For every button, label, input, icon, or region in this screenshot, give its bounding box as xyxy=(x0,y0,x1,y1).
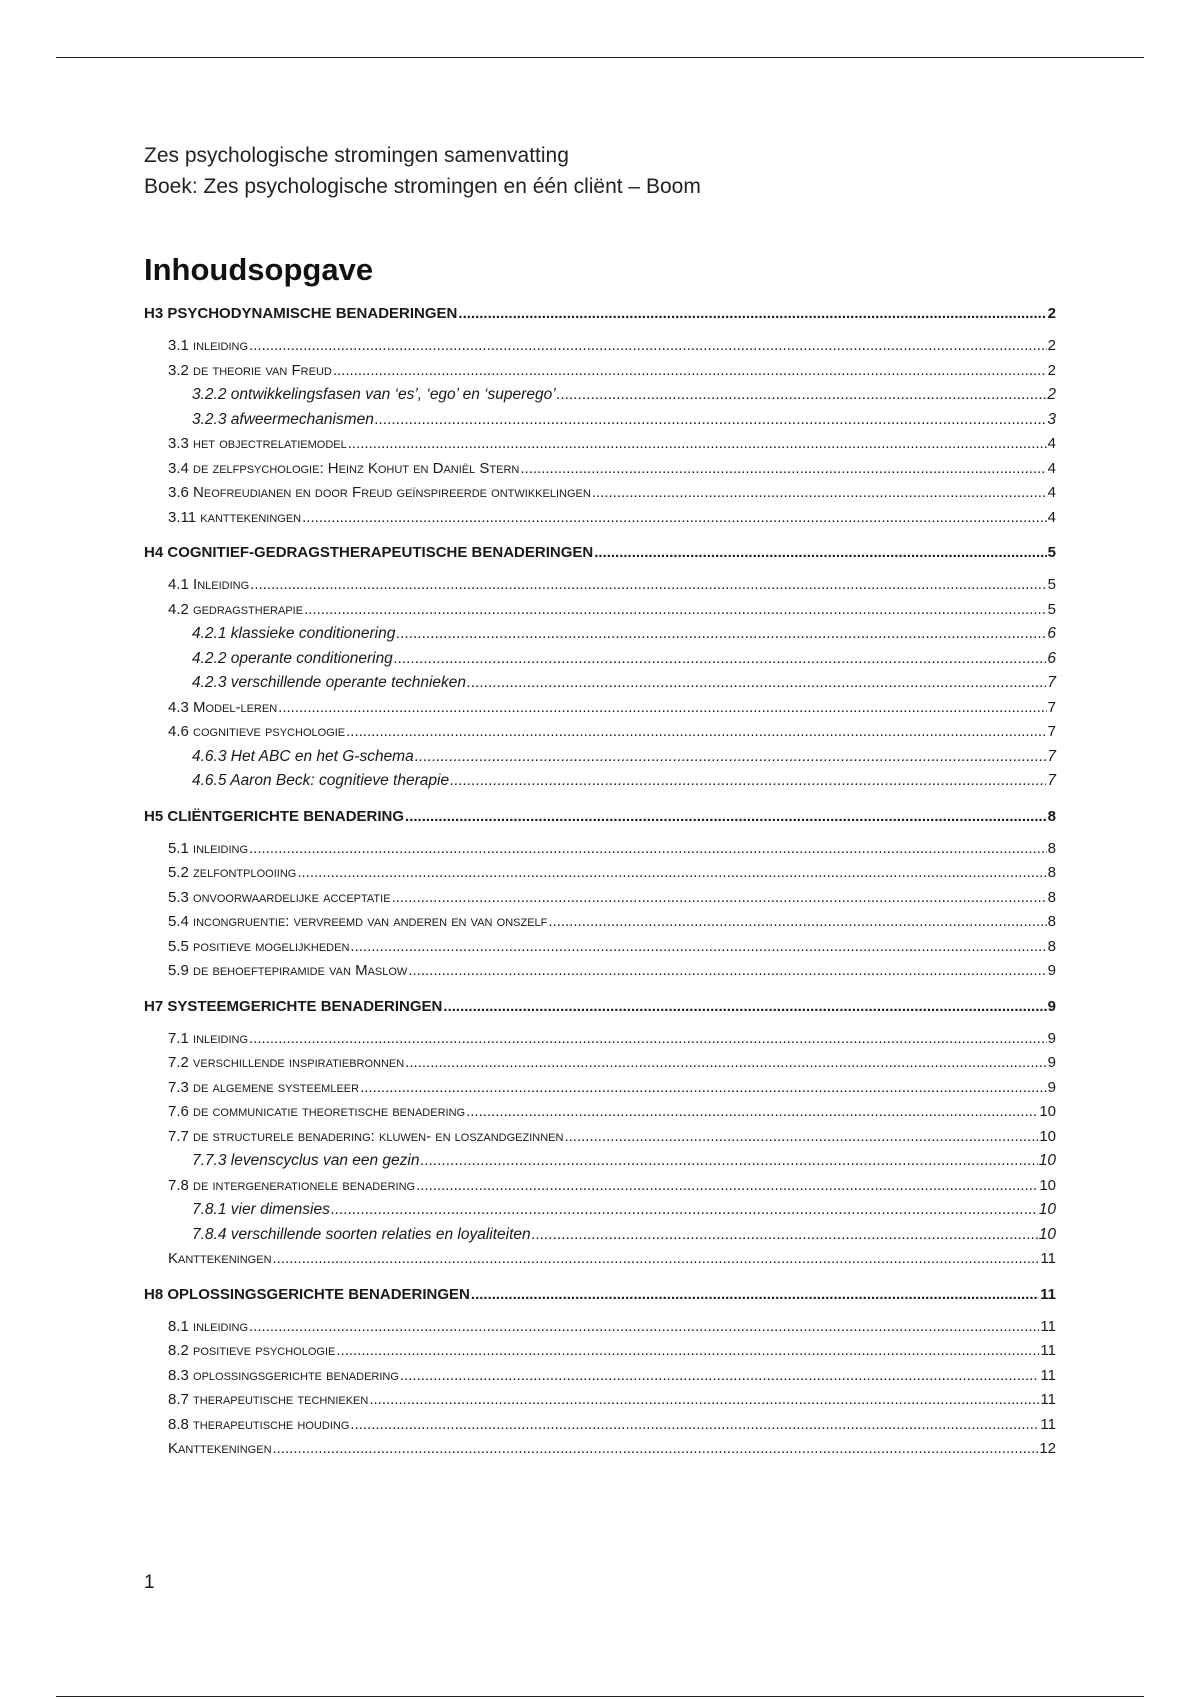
toc-entry-page: 11 xyxy=(1040,1415,1056,1433)
toc-entry-label xyxy=(144,305,457,322)
toc-entry-label xyxy=(168,484,591,501)
toc-leader-dots xyxy=(532,1226,1038,1244)
toc-entry[interactable] xyxy=(144,674,1056,699)
toc-leader-dots xyxy=(369,1391,1039,1408)
toc-entry-text: verschillende inspiratiebronnen xyxy=(193,1054,405,1071)
toc-entry-text: Het ABC en het G-schema xyxy=(230,747,414,765)
toc-entry[interactable] xyxy=(144,484,1056,509)
toc-entry-number: H4 xyxy=(144,544,164,561)
toc-entry-text: Kanttekeningen xyxy=(168,1250,272,1267)
toc-entry-label xyxy=(168,1079,359,1096)
toc-entry[interactable] xyxy=(144,650,1056,675)
toc-entry-text: CLIËNTGERICHTE BENADERING xyxy=(167,807,405,825)
toc-entry-page: 10 xyxy=(1039,1176,1056,1194)
toc-entry[interactable] xyxy=(144,1103,1056,1128)
toc-entry[interactable] xyxy=(144,1367,1056,1392)
toc-entry[interactable] xyxy=(144,1201,1056,1226)
toc-entry-text: Aaron Beck: cognitieve therapie xyxy=(230,772,450,789)
toc-entry-text: de algemene systeemleer xyxy=(193,1078,360,1096)
toc-entry-text: positieve psychologie xyxy=(193,1342,336,1359)
toc-entry-text: Inleiding xyxy=(193,576,250,593)
toc-entry[interactable] xyxy=(144,460,1056,485)
toc-entry-page: 9 xyxy=(1047,962,1056,979)
toc-entry-label xyxy=(168,1030,248,1047)
toc-entry-page: 11 xyxy=(1040,1391,1056,1408)
toc-entry-page: 2 xyxy=(1047,361,1056,379)
toc-leader-dots xyxy=(394,650,1047,668)
toc-entry-text: de zelfpsychologie: Heinz Kohut en Daniël Stern xyxy=(193,459,520,477)
toc-entry-page: 8 xyxy=(1047,864,1056,881)
toc-entry-label xyxy=(168,337,248,354)
toc-entry-text: de theorie van Freud xyxy=(193,361,332,379)
toc-entry-page: 4 xyxy=(1047,484,1056,501)
toc-entry-text: verschillende soorten relaties en loyaliteiten xyxy=(230,1225,531,1243)
toc-entry-number: 5.9 xyxy=(168,962,189,979)
toc-entry-text: de behoeftepiramide van Maslow xyxy=(193,962,408,979)
toc-entry-number: 4.2.1 xyxy=(192,625,227,642)
toc-entry-label xyxy=(168,1342,335,1359)
toc-entry-number: 7.6 xyxy=(168,1103,189,1120)
toc-leader-dots xyxy=(350,938,1046,955)
toc-entry-text: gedragstherapie xyxy=(193,600,304,618)
toc-entry-text: levenscyclus van een gezin xyxy=(230,1152,420,1169)
toc-entry-number: 3.6 xyxy=(168,484,189,501)
toc-entry-page: 6 xyxy=(1047,649,1056,667)
table-of-contents xyxy=(144,305,1056,1465)
toc-entry-label xyxy=(168,699,277,716)
toc-entry[interactable] xyxy=(144,1250,1056,1275)
toc-entry-text: inleiding xyxy=(193,1029,249,1047)
toc-entry-label xyxy=(168,509,301,526)
toc-entry-label xyxy=(168,840,248,857)
toc-entry-number: 4.6 xyxy=(168,723,189,740)
toc-entry-number: 7.7 xyxy=(168,1127,189,1145)
toc-entry-page: 11 xyxy=(1040,1366,1056,1384)
page-number: 1 xyxy=(144,1572,155,1593)
toc-entry-number: H5 xyxy=(144,807,164,825)
toc-entry[interactable] xyxy=(144,1391,1056,1416)
toc-entry[interactable] xyxy=(144,1286,1056,1306)
toc-heading: Inhoudsopgave xyxy=(144,252,374,287)
toc-entry-page: 7 xyxy=(1047,772,1056,789)
toc-leader-dots xyxy=(302,509,1047,526)
toc-entry-label xyxy=(144,808,404,825)
toc-entry-text: cognitieve psychologie xyxy=(193,723,346,740)
toc-entry[interactable] xyxy=(144,509,1056,534)
toc-entry-number: 5.5 xyxy=(168,937,189,955)
toc-entry-page: 11 xyxy=(1040,1342,1056,1359)
header-rule xyxy=(56,57,1144,58)
toc-leader-dots xyxy=(450,772,1046,790)
toc-entry-number: 4.1 xyxy=(168,576,189,593)
toc-entry-page: 10 xyxy=(1038,1225,1056,1243)
toc-entry-page: 2 xyxy=(1047,337,1056,354)
toc-entry-number: 7.2 xyxy=(168,1054,189,1071)
toc-entry-page: 9 xyxy=(1047,1029,1056,1047)
toc-entry[interactable] xyxy=(144,625,1056,650)
toc-entry-label xyxy=(168,723,345,740)
toc-entry-page: 10 xyxy=(1038,1201,1056,1218)
toc-entry-page: 8 xyxy=(1047,888,1056,906)
toc-entry[interactable] xyxy=(144,1030,1056,1055)
toc-entry-text: Model-leren xyxy=(193,698,278,716)
toc-entry-number: 5.1 xyxy=(168,839,189,857)
toc-entry-label xyxy=(168,1177,415,1194)
toc-entry-label xyxy=(192,625,395,643)
toc-entry-label xyxy=(168,962,407,979)
toc-leader-dots xyxy=(564,1128,1038,1145)
toc-entry-text: SYSTEEMGERICHTE BENADERINGEN xyxy=(167,997,443,1015)
toc-leader-dots xyxy=(408,962,1046,979)
toc-entry-text: het objectrelatiemodel xyxy=(193,435,347,452)
toc-leader-dots xyxy=(346,723,1047,740)
toc-entry[interactable] xyxy=(144,1054,1056,1079)
toc-leader-dots xyxy=(471,1286,1039,1303)
toc-leader-dots xyxy=(249,1318,1039,1335)
toc-leader-dots xyxy=(405,1054,1046,1071)
toc-entry[interactable] xyxy=(144,723,1056,748)
document-title-line: Zes psychologische stromingen samenvatting xyxy=(144,144,569,167)
toc-entry-label xyxy=(168,1250,272,1267)
toc-entry-text: oplossingsgerichte benadering xyxy=(193,1366,399,1384)
toc-entry-text: inleiding xyxy=(193,1317,249,1335)
toc-entry-text: OPLOSSINGSGERICHTE BENADERINGEN xyxy=(167,1285,470,1303)
toc-entry-page: 4 xyxy=(1047,435,1056,452)
toc-leader-dots xyxy=(396,625,1046,643)
toc-entry-number: H8 xyxy=(144,1285,164,1303)
toc-entry-page: 10 xyxy=(1039,1103,1056,1120)
toc-leader-dots xyxy=(278,699,1047,716)
toc-leader-dots xyxy=(250,576,1047,593)
toc-entry-number: 4.3 xyxy=(168,698,189,716)
toc-entry-text: therapeutische houding xyxy=(193,1415,350,1433)
toc-entry-page: 4 xyxy=(1047,459,1056,477)
toc-leader-dots xyxy=(594,544,1046,561)
toc-entry-text: incongruentie: vervreemd van anderen en van onszelf xyxy=(193,913,548,930)
toc-leader-dots xyxy=(548,913,1046,930)
toc-leader-dots xyxy=(273,1440,1039,1457)
toc-entry-text: de communicatie theoretische benadering xyxy=(193,1103,466,1120)
toc-entry-text: de intergenerationele benadering xyxy=(193,1176,416,1194)
toc-entry-label xyxy=(168,1128,563,1145)
toc-entry-text: verschillende operante technieken xyxy=(230,674,467,691)
toc-entry[interactable] xyxy=(144,938,1056,963)
toc-entry-number: 3.3 xyxy=(168,435,189,452)
toc-entry[interactable] xyxy=(144,1318,1056,1343)
document-header xyxy=(144,140,701,202)
toc-entry-number: 8.1 xyxy=(168,1317,189,1335)
toc-leader-dots xyxy=(304,601,1047,618)
toc-entry-page: 6 xyxy=(1047,625,1056,642)
toc-entry-text: zelfontplooiing xyxy=(193,864,297,881)
toc-entry-text: vier dimensies xyxy=(230,1201,330,1218)
toc-entry-number: 3.1 xyxy=(168,337,189,354)
toc-leader-dots xyxy=(415,748,1047,766)
toc-entry-number: H7 xyxy=(144,997,164,1015)
toc-entry-label xyxy=(192,1226,531,1244)
book-reference-line: Boek: Zes psychologische stromingen en één cliënt – Boom xyxy=(144,175,701,198)
toc-entry-page: 2 xyxy=(1047,386,1056,403)
toc-entry[interactable] xyxy=(144,998,1056,1018)
toc-entry[interactable] xyxy=(144,1440,1056,1465)
toc-leader-dots xyxy=(467,674,1046,692)
toc-entry-number: 8.8 xyxy=(168,1415,189,1433)
toc-entry-number: 7.3 xyxy=(168,1078,189,1096)
toc-entry-number: 3.2 xyxy=(168,361,189,379)
toc-entry-page: 10 xyxy=(1039,1127,1056,1145)
toc-leader-dots xyxy=(336,1342,1039,1359)
toc-entry-page: 7 xyxy=(1047,747,1056,765)
toc-leader-dots xyxy=(392,889,1047,906)
toc-leader-dots xyxy=(273,1250,1040,1267)
toc-entry-text: ontwikkelingsfasen van ‘es’, ‘ego’ en ‘superego’ xyxy=(230,386,556,403)
toc-entry-page: 7 xyxy=(1047,674,1056,691)
toc-entry-label xyxy=(168,601,303,618)
toc-entry-page: 7 xyxy=(1047,698,1056,716)
toc-entry-label xyxy=(144,998,442,1015)
toc-entry-number: 5.3 xyxy=(168,888,189,906)
toc-entry-number: 5.4 xyxy=(168,913,189,930)
toc-entry-page: 5 xyxy=(1047,600,1056,618)
toc-entry[interactable] xyxy=(144,1416,1056,1441)
toc-entry-label xyxy=(192,1201,330,1219)
toc-entry[interactable] xyxy=(144,544,1056,564)
toc-entry-number: 8.7 xyxy=(168,1391,189,1408)
toc-entry-page: 9 xyxy=(1047,997,1056,1015)
toc-entry[interactable] xyxy=(144,699,1056,724)
toc-entry[interactable] xyxy=(144,435,1056,460)
toc-leader-dots xyxy=(249,1030,1047,1047)
toc-entry-page: 5 xyxy=(1047,576,1056,593)
toc-leader-dots xyxy=(443,998,1046,1015)
toc-leader-dots xyxy=(360,1079,1047,1096)
toc-entry-text: COGNITIEF-GEDRAGSTHERAPEUTISCHE BENADERINGEN xyxy=(167,544,594,561)
toc-entry-label xyxy=(144,1286,470,1303)
toc-entry[interactable] xyxy=(144,913,1056,938)
toc-entry-label xyxy=(168,576,249,593)
toc-entry-number: 7.8 xyxy=(168,1176,189,1194)
toc-entry-label xyxy=(168,1416,349,1433)
toc-entry-label xyxy=(168,913,547,930)
toc-entry-page: 4 xyxy=(1047,508,1056,526)
toc-entry-label xyxy=(192,748,414,766)
toc-leader-dots xyxy=(333,362,1047,379)
toc-entry-label xyxy=(168,889,391,906)
toc-entry[interactable] xyxy=(144,411,1056,436)
toc-entry[interactable] xyxy=(144,1177,1056,1202)
toc-entry-page: 2 xyxy=(1047,305,1056,322)
toc-entry[interactable] xyxy=(144,305,1056,325)
toc-entry[interactable] xyxy=(144,1128,1056,1153)
toc-entry-text: afweermechanismen xyxy=(230,410,374,428)
toc-entry-number: 7.8.4 xyxy=(192,1225,227,1243)
toc-leader-dots xyxy=(375,411,1047,429)
toc-entry-text: operante conditionering xyxy=(230,649,393,667)
toc-entry[interactable] xyxy=(144,1342,1056,1367)
toc-entry-number: 7.8.1 xyxy=(192,1201,227,1218)
toc-entry-number: 3.4 xyxy=(168,459,189,477)
toc-entry-number: 7.7.3 xyxy=(192,1152,227,1169)
toc-leader-dots xyxy=(249,840,1047,857)
toc-entry-label xyxy=(168,1054,404,1071)
toc-entry-number: 8.3 xyxy=(168,1366,189,1384)
toc-entry-page: 3 xyxy=(1047,410,1056,428)
toc-leader-dots xyxy=(421,1152,1038,1170)
toc-leader-dots xyxy=(520,460,1046,477)
toc-entry-page: 8 xyxy=(1047,937,1056,955)
toc-entry-label xyxy=(192,386,556,404)
toc-entry-label xyxy=(192,650,393,668)
toc-entry-label xyxy=(168,460,519,477)
toc-entry-page: 9 xyxy=(1047,1078,1056,1096)
toc-entry-label xyxy=(168,1318,248,1335)
toc-leader-dots xyxy=(592,484,1047,501)
toc-leader-dots xyxy=(400,1367,1040,1384)
toc-entry[interactable] xyxy=(144,808,1056,828)
toc-entry-page: 11 xyxy=(1040,1285,1056,1303)
toc-entry-page: 12 xyxy=(1039,1440,1056,1457)
toc-entry-text: de structurele benadering: kluwen- en loszandgezinnen xyxy=(193,1127,564,1145)
toc-entry[interactable] xyxy=(144,337,1056,362)
toc-entry-number: 3.2.3 xyxy=(192,410,227,428)
toc-entry[interactable] xyxy=(144,1079,1056,1104)
toc-entry-page: 11 xyxy=(1040,1250,1056,1267)
toc-entry-page: 7 xyxy=(1047,723,1056,740)
toc-entry-label xyxy=(144,544,593,561)
toc-entry-number: 8.2 xyxy=(168,1342,189,1359)
toc-entry-number: 4.2.2 xyxy=(192,649,227,667)
toc-entry-label xyxy=(168,362,332,379)
toc-entry[interactable] xyxy=(144,1152,1056,1177)
toc-entry[interactable] xyxy=(144,1226,1056,1251)
toc-entry-page: 10 xyxy=(1038,1152,1056,1169)
toc-entry-label xyxy=(168,1391,368,1408)
toc-entry-number: 3.11 xyxy=(168,508,197,526)
toc-leader-dots xyxy=(249,337,1047,354)
toc-entry-text: kanttekeningen xyxy=(200,508,302,526)
toc-leader-dots xyxy=(331,1201,1038,1219)
toc-entry-number: H3 xyxy=(144,305,164,322)
toc-entry-label xyxy=(168,1440,272,1457)
toc-entry-text: inleiding xyxy=(193,839,249,857)
toc-entry-label xyxy=(192,1152,420,1170)
toc-entry-text: Kanttekeningen xyxy=(168,1440,272,1457)
toc-entry-page: 11 xyxy=(1040,1317,1056,1335)
toc-entry-label xyxy=(192,411,374,429)
toc-entry-label xyxy=(168,1367,399,1384)
toc-entry-number: 7.1 xyxy=(168,1029,189,1047)
toc-leader-dots xyxy=(348,435,1047,452)
toc-entry-page: 8 xyxy=(1047,839,1056,857)
toc-entry[interactable] xyxy=(144,748,1056,773)
toc-leader-dots xyxy=(466,1103,1038,1120)
toc-entry[interactable] xyxy=(144,386,1056,411)
toc-entry-number: 4.6.3 xyxy=(192,747,227,765)
toc-entry-text: positieve mogelijkheden xyxy=(193,937,350,955)
toc-entry-number: 4.2 xyxy=(168,600,189,618)
toc-entry[interactable] xyxy=(144,840,1056,865)
toc-entry-label xyxy=(168,1103,465,1120)
toc-entry-label xyxy=(168,938,349,955)
toc-leader-dots xyxy=(458,305,1046,322)
toc-entry[interactable] xyxy=(144,889,1056,914)
toc-entry-page: 8 xyxy=(1047,913,1056,930)
toc-entry-page: 8 xyxy=(1047,807,1056,825)
toc-entry[interactable] xyxy=(144,772,1056,797)
toc-entry[interactable] xyxy=(144,601,1056,626)
toc-entry-text: klassieke conditionering xyxy=(230,625,396,642)
toc-entry-text: onvoorwaardelijke acceptatie xyxy=(193,888,391,906)
toc-entry[interactable] xyxy=(144,362,1056,387)
toc-entry-text: PSYCHODYNAMISCHE BENADERINGEN xyxy=(167,305,458,322)
toc-leader-dots xyxy=(557,386,1047,404)
toc-entry-label xyxy=(168,435,347,452)
toc-entry-text: therapeutische technieken xyxy=(193,1391,369,1408)
toc-leader-dots xyxy=(350,1416,1039,1433)
toc-entry[interactable] xyxy=(144,962,1056,987)
toc-entry[interactable] xyxy=(144,576,1056,601)
toc-leader-dots xyxy=(416,1177,1038,1194)
toc-entry-page: 5 xyxy=(1047,544,1056,561)
toc-entry-page: 9 xyxy=(1047,1054,1056,1071)
toc-entry-number: 3.2.2 xyxy=(192,386,227,403)
footer-rule xyxy=(56,1696,1144,1697)
toc-entry-number: 4.2.3 xyxy=(192,674,227,691)
toc-entry-label xyxy=(168,864,296,881)
toc-entry-text: Neofreudianen en door Freud geïnspireerde ontwikkelingen xyxy=(193,484,591,501)
toc-leader-dots xyxy=(405,808,1047,825)
toc-entry-number: 5.2 xyxy=(168,864,189,881)
toc-entry[interactable] xyxy=(144,864,1056,889)
toc-entry-label xyxy=(192,772,449,790)
toc-entry-number: 4.6.5 xyxy=(192,772,227,789)
toc-entry-label xyxy=(192,674,466,692)
toc-entry-text: inleiding xyxy=(193,337,249,354)
toc-leader-dots xyxy=(297,864,1046,881)
